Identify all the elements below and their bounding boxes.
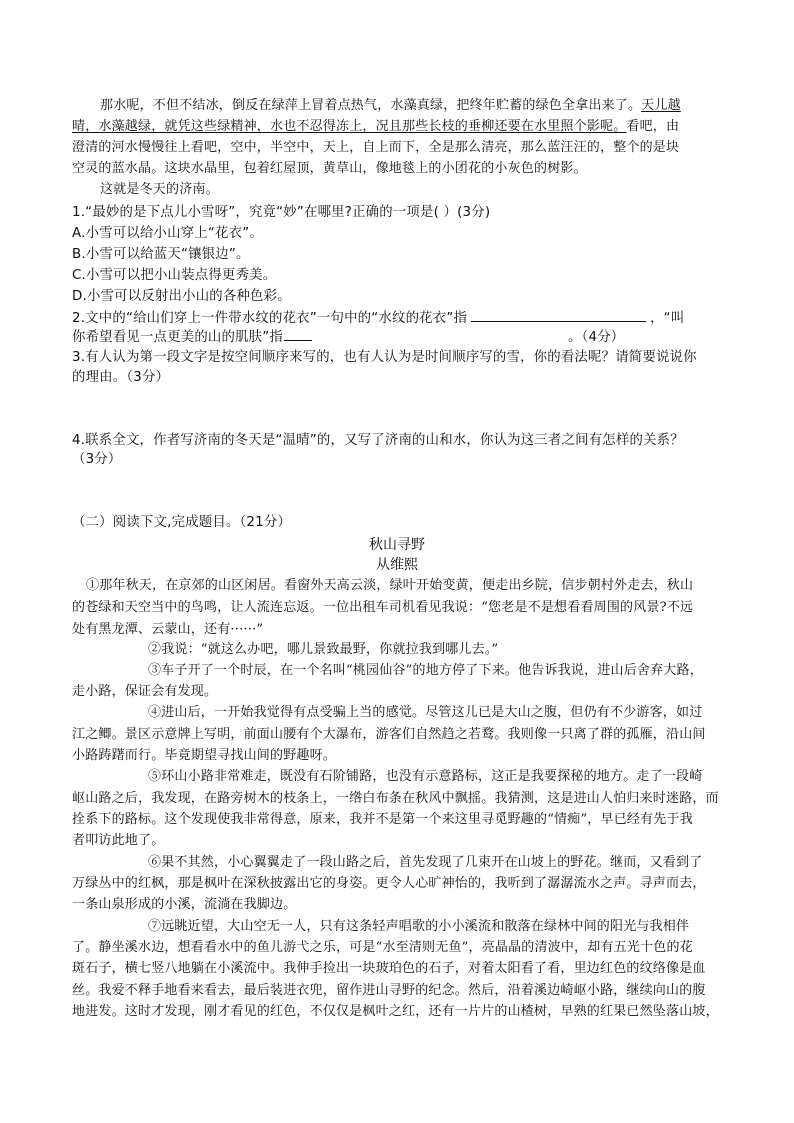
passage2-line: ⑤环山小路非常难走，既没有石阶铺路，也没有示意路标，这正是我要探秘的地方。走了一段崎 — [148, 769, 703, 784]
passage2-line: 一条山泉形成的小溪，流淌在我脚边。 — [72, 897, 297, 912]
passage2-line: 丝。我爱不释手地看来看去，最后装进衣兜，留作进山寻野的纪念。然后，沿着溪边崎岖小路，继续向山的腹 — [72, 983, 706, 998]
passage2-line: ⑥果不其然，小心翼翼走了一段山路之后，首先发现了几束开在山坡上的野花。继而，又看到了 — [148, 855, 703, 870]
article-title: 秋山寻野 — [369, 537, 425, 553]
passage2-line: 走小路，保证会有发现。 — [72, 684, 218, 699]
answer-blank[interactable] — [284, 327, 312, 341]
passage1-text: 那水呢，不但不结冰，倒反在绿萍上冒着点热气，水藻真绿，把终年贮蓄的绿色全拿出来了。 — [100, 98, 642, 113]
passage2-line: 地进发。这时才发现，刚才看见的红色，不仅仅是枫叶之红，还有一片片的山楂树，早熟的红果已然坠落山坡， — [72, 1004, 719, 1019]
passage2-line: ②我说：“就这么办吧，哪儿景致最野，你就拉我到哪儿去。” — [148, 642, 499, 657]
question-1-option-b: B.小雪可以给蓝天“镶银边”。 — [72, 247, 250, 262]
question-2-line — [72, 308, 684, 329]
passage2-line: 处有黑龙潭、云蒙山，还有······” — [72, 622, 264, 637]
question-1-option-c: C.小雪可以把小山装点得更秀美。 — [72, 268, 277, 283]
answer-blank[interactable] — [471, 308, 646, 322]
passage2-line: 了。静坐溪水边，想看看水中的鱼儿游弋之乐，可是“水至清则无鱼”，亮晶晶的清波中，却有五光十色的花 — [72, 940, 693, 955]
passage2-line: 岖山路之后，我发现，在路旁树木的枝条上，一绺白布条在秋风中飘摇。我猜测，这是进山人怕归来时迷路，而 — [72, 791, 719, 806]
passage2-line: ④进山后，一开始我觉得有点受骗上当的感觉。尽管这儿已是大山之腹，但仍有不少游客，如过 — [148, 705, 703, 720]
passage2-line: ①那年秋天，在京郊的山区闲居。看窗外天高云淡，绿叶开始变黄，便走出乡院，信步朝村外走去，秋山 — [86, 578, 694, 593]
passage1-line: 空灵的蓝水晶。这块水晶里，包着红屋顶，黄草山，像地毯上的小团花的小灰色的树影。 — [72, 161, 587, 176]
passage2-line: 拴系下的路标。这个发现使我非常得意，原来，我并不是第一个来这里寻觅野趣的“情痴”，早已经有先于我 — [72, 812, 693, 827]
passage2-line: ③车子开了一个时辰，在一个名叫“桃园仙谷”的地方停了下来。他告诉我说，进山后舍弃大路， — [148, 663, 703, 678]
question-1: 1.“最妙的是下点儿小雪呀”，究竟“妙”在哪里?正确的一项是( ）(3分) — [72, 205, 491, 220]
passage2-line: 的苍绿和天空当中的鸟鸣，让人流连忘返。一位出租车司机看见我说：“您老是不是想看看周围的风景?不远 — [72, 600, 694, 615]
passage2-line: 江之鲫。景区示意牌上写明，前面山腰有个大瀑布，游客们自然趋之若鹜。我则像一只离了群的孤雁，沿山间 — [72, 727, 706, 742]
passage1-underlined-text: 晴，水藻越绿，就凭这些绿精神，水也不忍得冻上，况且那些长枝的垂柳还要在水里照个影呢。 — [72, 119, 627, 134]
question-1-option-a: A.小雪可以给小山穿上“花衣”。 — [72, 226, 263, 241]
question-4-line: 4.联系全文，作者写济南的冬天是“温晴”的，又写了济南的山和水，你认为这三者之间有怎样的关系？ — [72, 433, 684, 448]
question-2-text: 你希望看见一点更美的山的肌肤”指 — [72, 330, 283, 345]
question-4-line: （3分） — [72, 452, 122, 467]
question-1-option-d: D.小雪可以反射出小山的各种色彩。 — [72, 289, 291, 304]
passage2-line: 斑石子，横七竖八地躺在小溪流中。我伸手捡出一块玻珀色的石子，对着太阳看了看，里边红色的纹络像是血 — [72, 961, 706, 976]
question-2-line — [72, 327, 624, 348]
question-2-text: 。（4分） — [568, 330, 625, 345]
passage2-line: ⑦远眺近望，大山空无一人，只有这条轻声唱歌的小小溪流和散落在绿林中间的阳光与我相伴 — [148, 919, 690, 934]
passage1-line — [72, 117, 679, 137]
answer-gap — [313, 328, 568, 341]
question-3-line: 3.有人认为第一段文字是按空间顺序来写的，也有人认为是时间顺序写的雪，你的看法呢？请简要说说你 — [72, 350, 697, 365]
passage1-line — [100, 96, 681, 116]
question-3-line: 的理由。（3分） — [72, 370, 170, 385]
passage2-line: 小路踌躇而行。毕竟期望寻找山间的野趣呀。 — [72, 748, 337, 763]
passage2-line: 者叩访此地了。 — [72, 833, 165, 848]
passage1-line: 这就是冬天的济南。 — [100, 182, 219, 197]
section-2-header: （二）阅读下文,完成题目。（21分） — [72, 515, 292, 530]
passage1-text: 看吧，由 — [626, 119, 680, 134]
passage1-underlined-text: 天儿越 — [641, 98, 681, 113]
question-2-text: ，“叫 — [650, 311, 685, 326]
passage1-line: 澄清的河水慢慢往上看吧，空中，半空中，天上，自上而下，全是那么清亮，那么蓝汪汪的，整个的是块 — [72, 140, 680, 155]
article-author: 从维熙 — [376, 557, 418, 573]
question-2-text: 2.文中的“给山们穿上一件带水纹的花衣”一句中的“水纹的花衣”指 — [72, 311, 468, 326]
passage2-line: 万绿丛中的红枫，那是枫叶在深秋披露出它的身姿。更令人心旷神怡的，我听到了潺潺流水之声。寻声而去， — [72, 876, 706, 891]
